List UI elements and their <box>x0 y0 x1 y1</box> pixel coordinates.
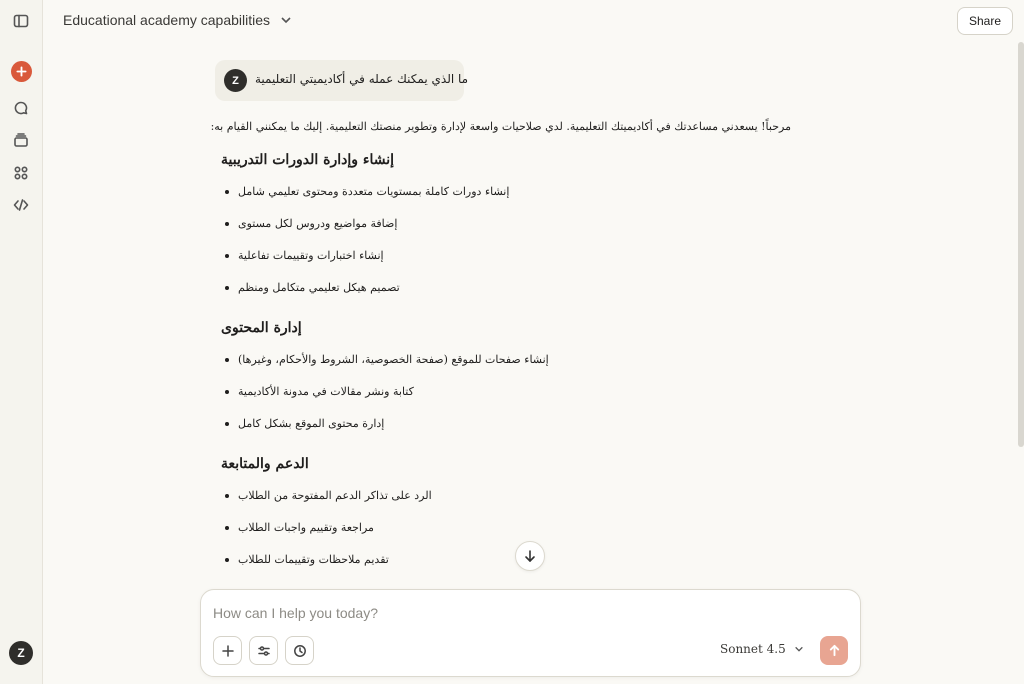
list-item: إنشاء دورات كاملة بمستويات متعددة ومحتوى تعليمي شامل <box>238 176 791 208</box>
add-attachment-button[interactable] <box>213 636 242 665</box>
new-chat-button[interactable] <box>11 61 32 82</box>
assistant-response <box>210 112 791 612</box>
plus-icon <box>16 66 27 77</box>
section-list <box>221 344 791 440</box>
user-message-text: ما الذي يمكنك عمله في أكاديميتي التعليمية <box>255 72 469 86</box>
code-button[interactable] <box>8 192 34 218</box>
message-composer <box>200 589 861 677</box>
scroll-to-bottom-button[interactable] <box>515 541 545 571</box>
chat-bubble-icon <box>13 100 29 116</box>
section-heading: الدعم والمتابعة <box>221 456 309 472</box>
scrollbar[interactable] <box>1018 42 1024 447</box>
plus-icon <box>221 644 235 658</box>
top-bar <box>43 0 1024 42</box>
conversation-viewport <box>43 42 1018 590</box>
arrow-up-icon <box>828 644 841 657</box>
list-item: مراجعة وتقييم واجبات الطلاب <box>238 512 791 544</box>
tools-button[interactable] <box>249 636 278 665</box>
share-button[interactable]: Share <box>957 7 1013 35</box>
response-intro: مرحباً! يسعدني مساعدتك في أكاديميتك التعليمية. لدي صلاحيات واسعة لإدارة وتطوير منصتك التعليمية. إليك ما يمكنني القيام به: <box>210 120 791 133</box>
section-list <box>221 176 791 304</box>
list-item: تقديم ملاحظات وتقييمات للطلاب <box>238 544 791 576</box>
shapes-icon <box>13 165 29 181</box>
model-selector[interactable] <box>720 642 804 656</box>
sidebar-toggle-button[interactable] <box>8 8 34 34</box>
chat-title: Educational academy capabilities <box>63 12 271 28</box>
code-icon <box>13 197 29 213</box>
model-label: Sonnet 4.5 <box>720 642 786 656</box>
user-message-avatar: Z <box>224 69 247 92</box>
list-item: إنشاء صفحات للموقع (صفحة الخصوصية، الشروط والأحكام، وغيرها) <box>238 344 791 376</box>
section-heading: إدارة المحتوى <box>221 320 302 336</box>
projects-button[interactable] <box>8 127 34 153</box>
section-list <box>221 480 791 576</box>
clock-icon <box>293 644 307 658</box>
user-avatar[interactable]: Z <box>9 641 33 665</box>
history-button[interactable] <box>285 636 314 665</box>
list-item: الرد على تذاكر الدعم المفتوحة من الطلاب <box>238 480 791 512</box>
list-item: إدارة محتوى الموقع بشكل كامل <box>238 408 791 440</box>
list-item: إضافة مواضيع ودروس لكل مستوى <box>238 208 791 240</box>
list-item: تصميم هيكل تعليمي متكامل ومنظم <box>238 272 791 304</box>
sidebar-panel-icon <box>13 13 29 29</box>
list-item: إنشاء اختبارات وتقييمات تفاعلية <box>238 240 791 272</box>
list-item: كتابة ونشر مقالات في مدونة الأكاديمية <box>238 376 791 408</box>
artifacts-button[interactable] <box>8 160 34 186</box>
arrow-down-icon <box>523 549 537 563</box>
sidebar <box>0 0 43 684</box>
chats-button[interactable] <box>8 95 34 121</box>
sliders-icon <box>257 644 271 658</box>
chevron-down-icon <box>280 14 292 26</box>
stack-icon <box>13 132 29 148</box>
section-heading: إنشاء وإدارة الدورات التدريبية <box>221 152 395 168</box>
send-button[interactable] <box>820 636 848 665</box>
chevron-down-icon <box>794 644 804 654</box>
chat-title-menu[interactable] <box>63 12 292 28</box>
message-input[interactable] <box>213 602 813 624</box>
